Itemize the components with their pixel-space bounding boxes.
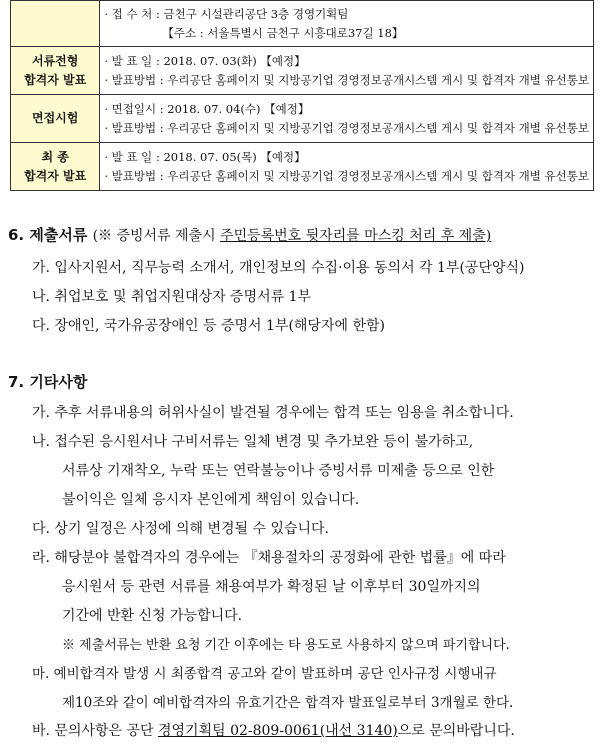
announce-method: · 발표방법 : 우리공단 홈페이지 및 지방공기업 경영정보공개시스템 게시 및 합격자 개별 유선통보	[104, 120, 589, 135]
receipt-location: · 접 수 처 : 금천구 시설관리공단 3층 경영기획팀	[104, 6, 349, 21]
table-row-interview	[11, 95, 594, 143]
row-label-line2: 합격자 발표	[24, 72, 87, 87]
list-item: 다. 장애인, 국가유공장애인 등 증명서 1부(해당자에 한함)	[32, 318, 385, 334]
section-6-heading	[8, 224, 491, 245]
section-6-note	[93, 228, 492, 244]
section-6-title: 6. 제출서류	[8, 226, 88, 244]
table-row-document-result	[11, 47, 594, 95]
announce-date: · 발 표 일 : 2018. 07. 03(화) 【예정】	[104, 53, 306, 68]
list-item-note: ※ 제출서류는 반환 요청 기간 이후에는 타 용도로 사용하지 않으며 파기합니다.	[62, 638, 510, 653]
list-item: 나. 접수된 응시원서나 구비서류는 일체 변경 및 추가보완 등이 불가하고,	[32, 434, 474, 450]
table-row-final-result	[11, 143, 594, 191]
list-item: 마. 예비합격자 발생 시 최종합격 공고와 같이 발표하며 공단 인사규정 시행내규	[32, 666, 497, 682]
note-prefix: (※ 증빙서류 제출시	[92, 228, 221, 244]
list-item-continued: 불이익은 일체 응시자 본인에게 책임이 있습니다.	[62, 492, 360, 508]
note-underlined: 주민등록번호 뒷자리를 마스킹 처리 후 제출)	[220, 228, 492, 244]
announce-date: · 발 표 일 : 2018. 07. 05(목) 【예정】	[104, 149, 306, 164]
row-content	[100, 95, 594, 143]
interview-date: · 면접일시 : 2018. 07. 04(수) 【예정】	[104, 101, 310, 116]
contact-prefix: 바. 문의사항은 공단	[32, 723, 158, 739]
list-item: 가. 입사지원서, 직무능력 소개서, 개인정보의 수집·이용 동의서 각 1부(공단양식)	[32, 260, 525, 276]
list-item-continued: 제10조와 같이 예비합격자의 유효기간은 합격자 발표일로부터 3개월로 한다.	[62, 695, 514, 711]
schedule-table	[10, 0, 594, 191]
table-row-receipt	[11, 1, 594, 47]
row-label	[11, 95, 100, 143]
list-item: 나. 취업보호 및 취업지원대상자 증명서류 1부	[32, 289, 312, 305]
section-7-title: 7. 기타사항	[8, 373, 88, 391]
list-item: 라. 해당분야 불합격자의 경우에는 『채용절차의 공정화에 관한 법률』에 따라	[32, 550, 506, 566]
list-item-continued: 서류상 기재착오, 누락 또는 연락불능이나 증빙서류 미제출 등으로 인한	[62, 463, 495, 479]
contact-suffix: 으로 문의바랍니다.	[397, 723, 515, 739]
contact-phone: 경영기획팀 02-809-0061(내선 3140)	[158, 723, 398, 739]
row-label-line1: 최 종	[41, 149, 69, 164]
list-item-continued: 기간에 반환 신청 가능합니다.	[62, 608, 243, 624]
list-item: 다. 상기 일정은 사정에 의해 변경될 수 있습니다.	[32, 521, 330, 537]
row-label-line1: 면접시험	[31, 111, 79, 125]
receipt-address: 【주소 : 서울특별시 금천구 시흥대로37길 18】	[162, 25, 404, 40]
list-item-continued: 응시원서 등 관련 서류를 채용여부가 확정된 날 이후부터 30일까지의	[62, 579, 481, 595]
row-label	[11, 143, 100, 191]
empty-label-cell	[11, 1, 100, 47]
list-item-contact	[32, 720, 515, 740]
row-label-line1: 서류전형	[31, 53, 79, 68]
row-content	[100, 143, 594, 191]
row-label-line2: 합격자 발표	[24, 168, 87, 183]
section-7-heading	[8, 371, 87, 392]
receipt-cell	[100, 1, 594, 47]
list-item: 가. 추후 서류내용의 허위사실이 발견될 경우에는 합격 또는 임용을 취소합니다.	[32, 405, 514, 421]
row-content	[100, 47, 594, 95]
announce-method: · 발표방법 : 우리공단 홈페이지 및 지방공기업 경영정보공개시스템 게시 및 합격자 개별 유선통보	[104, 72, 589, 87]
row-label	[11, 47, 100, 95]
announce-method: · 발표방법 : 우리공단 홈페이지 및 지방공기업 경영정보공개시스템 게시 및 합격자 개별 유선통보	[104, 168, 589, 183]
